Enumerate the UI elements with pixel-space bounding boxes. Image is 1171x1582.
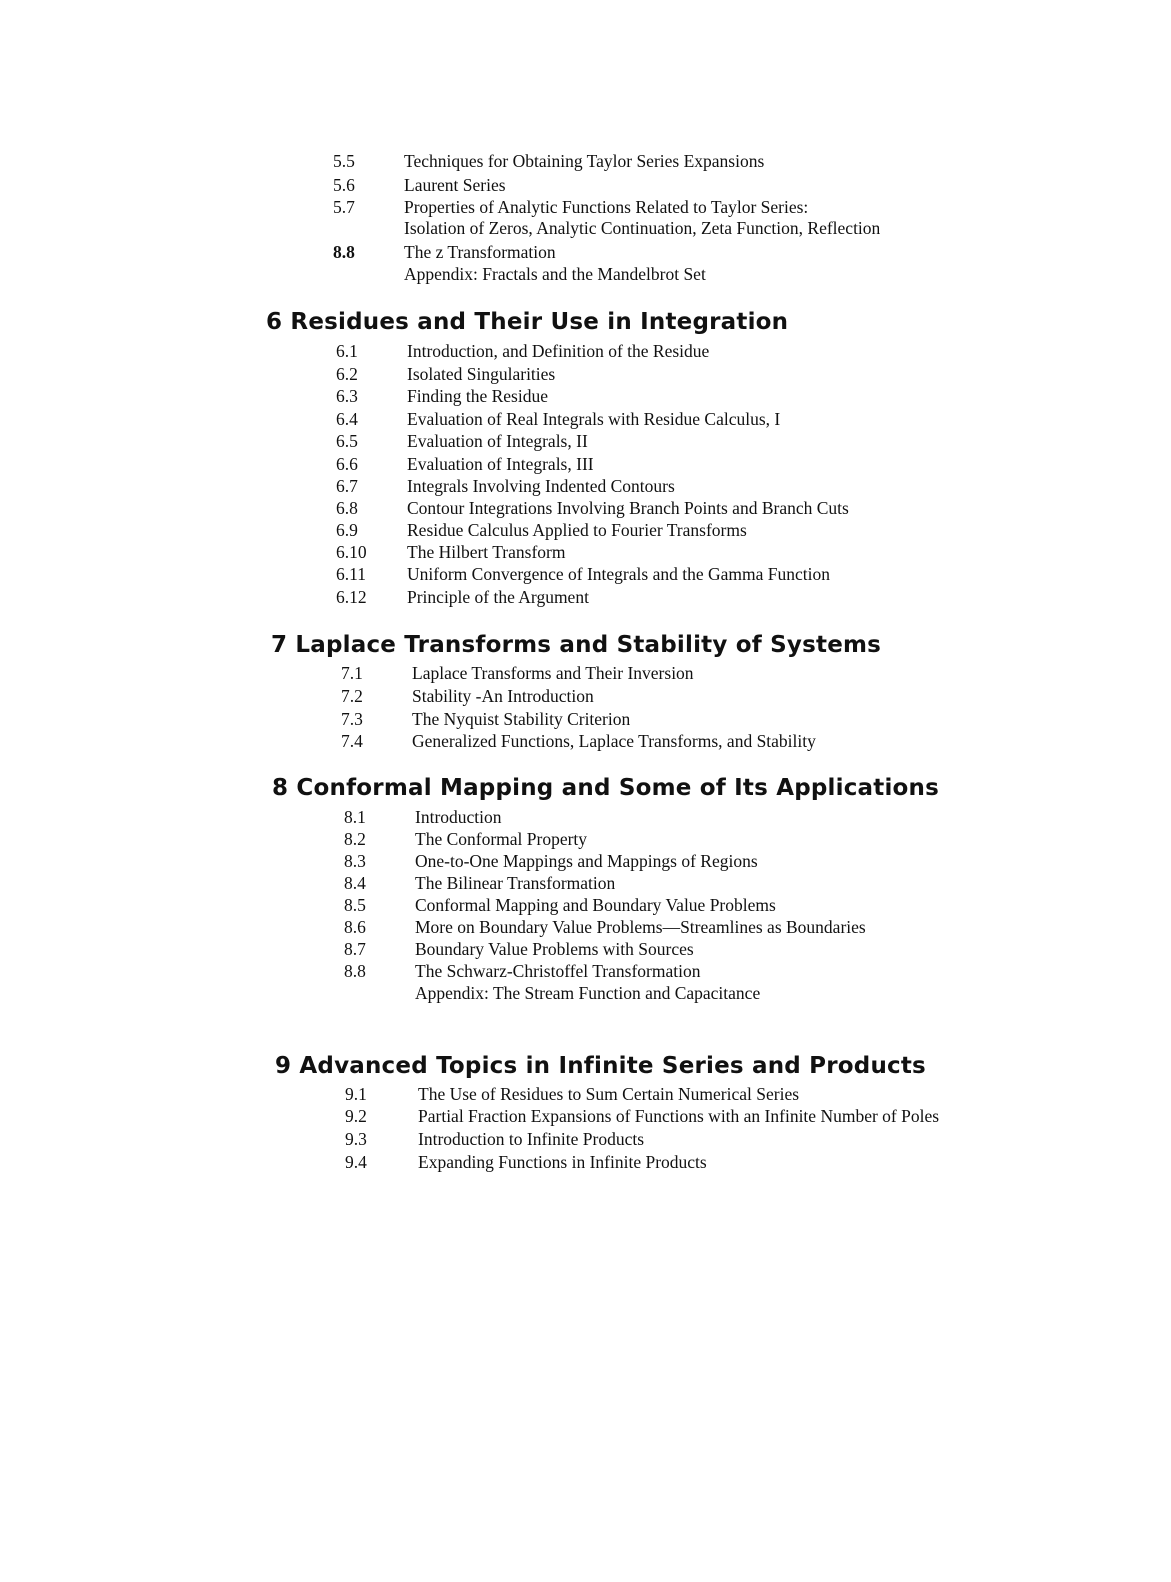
section-title: Laurent Series: [404, 175, 506, 195]
section-title: The Nyquist Stability Criterion: [412, 709, 631, 729]
section-number: 6.10: [336, 542, 367, 562]
section-title: Conformal Mapping and Boundary Value Problems: [415, 895, 776, 915]
section-number: 6.9: [336, 520, 358, 540]
chapter-heading: 6 Residues and Their Use in Integration: [266, 309, 789, 335]
section-title: The Schwarz-Christoffel Transformation: [415, 961, 701, 981]
section-title: Generalized Functions, Laplace Transforms, and Stability: [412, 731, 816, 751]
section-title: Laplace Transforms and Their Inversion: [412, 663, 694, 683]
section-number: 8.7: [344, 939, 366, 959]
section-title: Principle of the Argument: [407, 587, 589, 607]
section-number: 9.1: [345, 1084, 367, 1104]
section-number: 6.7: [336, 476, 358, 496]
section-number: 7.4: [341, 731, 363, 751]
section-title: The Hilbert Transform: [407, 542, 566, 562]
section-number: 8.6: [344, 917, 366, 937]
chapter-heading: 7 Laplace Transforms and Stability of Systems: [271, 632, 882, 658]
section-title: The Bilinear Transformation: [415, 873, 616, 893]
section-number: 8.2: [344, 829, 366, 849]
section-number: 5.7: [333, 197, 355, 217]
section-title: Introduction to Infinite Products: [418, 1129, 645, 1149]
section-number: 6.11: [336, 564, 366, 584]
section-title: Integrals Involving Indented Contours: [407, 476, 675, 496]
section-number: 6.5: [336, 431, 358, 451]
section-number: 6.12: [336, 587, 367, 607]
section-title: The Conformal Property: [415, 829, 588, 849]
section-number: 6.8: [336, 498, 358, 518]
section-number: 9.3: [345, 1129, 367, 1149]
section-title: Uniform Convergence of Integrals and the Gamma Function: [407, 564, 830, 584]
section-title: Introduction: [415, 807, 502, 827]
section-number: 6.6: [336, 454, 358, 474]
section-title: Introduction, and Definition of the Residue: [407, 341, 710, 361]
section-title: More on Boundary Value Problems—Streamlines as Boundaries: [415, 917, 866, 937]
chapter-heading: 9 Advanced Topics in Infinite Series and Products: [275, 1053, 926, 1079]
section-title: Evaluation of Integrals, II: [407, 431, 588, 451]
section-title: Isolation of Zeros, Analytic Continuation, Zeta Function, Reflection: [404, 218, 881, 238]
section-title: Techniques for Obtaining Taylor Series Expansions: [404, 151, 765, 171]
section-number: 6.4: [336, 409, 358, 429]
section-number: 6.2: [336, 364, 358, 384]
section-number: 8.8: [333, 242, 355, 262]
section-number: 9.4: [345, 1152, 367, 1172]
section-title: Partial Fraction Expansions of Functions with an Infinite Number of Poles: [418, 1106, 940, 1126]
section-title: Expanding Functions in Infinite Products: [418, 1152, 707, 1172]
section-number: 7.1: [341, 663, 363, 683]
section-number: 9.2: [345, 1106, 367, 1126]
appendix-title: Appendix: Fractals and the Mandelbrot Set: [404, 264, 706, 284]
section-number: 5.5: [333, 151, 355, 171]
section-title: One-to-One Mappings and Mappings of Regions: [415, 851, 758, 871]
section-title: Evaluation of Real Integrals with Residue Calculus, I: [407, 409, 781, 429]
section-number: 8.5: [344, 895, 366, 915]
section-number: 6.3: [336, 386, 358, 406]
section-title: Properties of Analytic Functions Related to Taylor Series:: [404, 197, 809, 217]
section-number: 8.1: [344, 807, 366, 827]
section-title: Finding the Residue: [407, 386, 548, 406]
chapter-heading: 8 Conformal Mapping and Some of Its Applications: [272, 775, 940, 801]
section-number: 7.3: [341, 709, 363, 729]
section-number: 6.1: [336, 341, 358, 361]
section-number: 8.3: [344, 851, 366, 871]
section-title: Stability -An Introduction: [412, 686, 594, 706]
section-number: 5.6: [333, 175, 355, 195]
section-number: 7.2: [341, 686, 363, 706]
section-title: Evaluation of Integrals, III: [407, 454, 594, 474]
section-title: Residue Calculus Applied to Fourier Transforms: [407, 520, 747, 540]
section-title: Contour Integrations Involving Branch Points and Branch Cuts: [407, 498, 849, 518]
section-title: The Use of Residues to Sum Certain Numerical Series: [418, 1084, 800, 1104]
appendix-title: Appendix: The Stream Function and Capacitance: [415, 983, 761, 1003]
section-title: Isolated Singularities: [407, 364, 556, 384]
section-number: 8.4: [344, 873, 366, 893]
section-title: Boundary Value Problems with Sources: [415, 939, 694, 959]
section-number: 8.8: [344, 961, 366, 981]
section-title: The z Transformation: [404, 242, 556, 262]
